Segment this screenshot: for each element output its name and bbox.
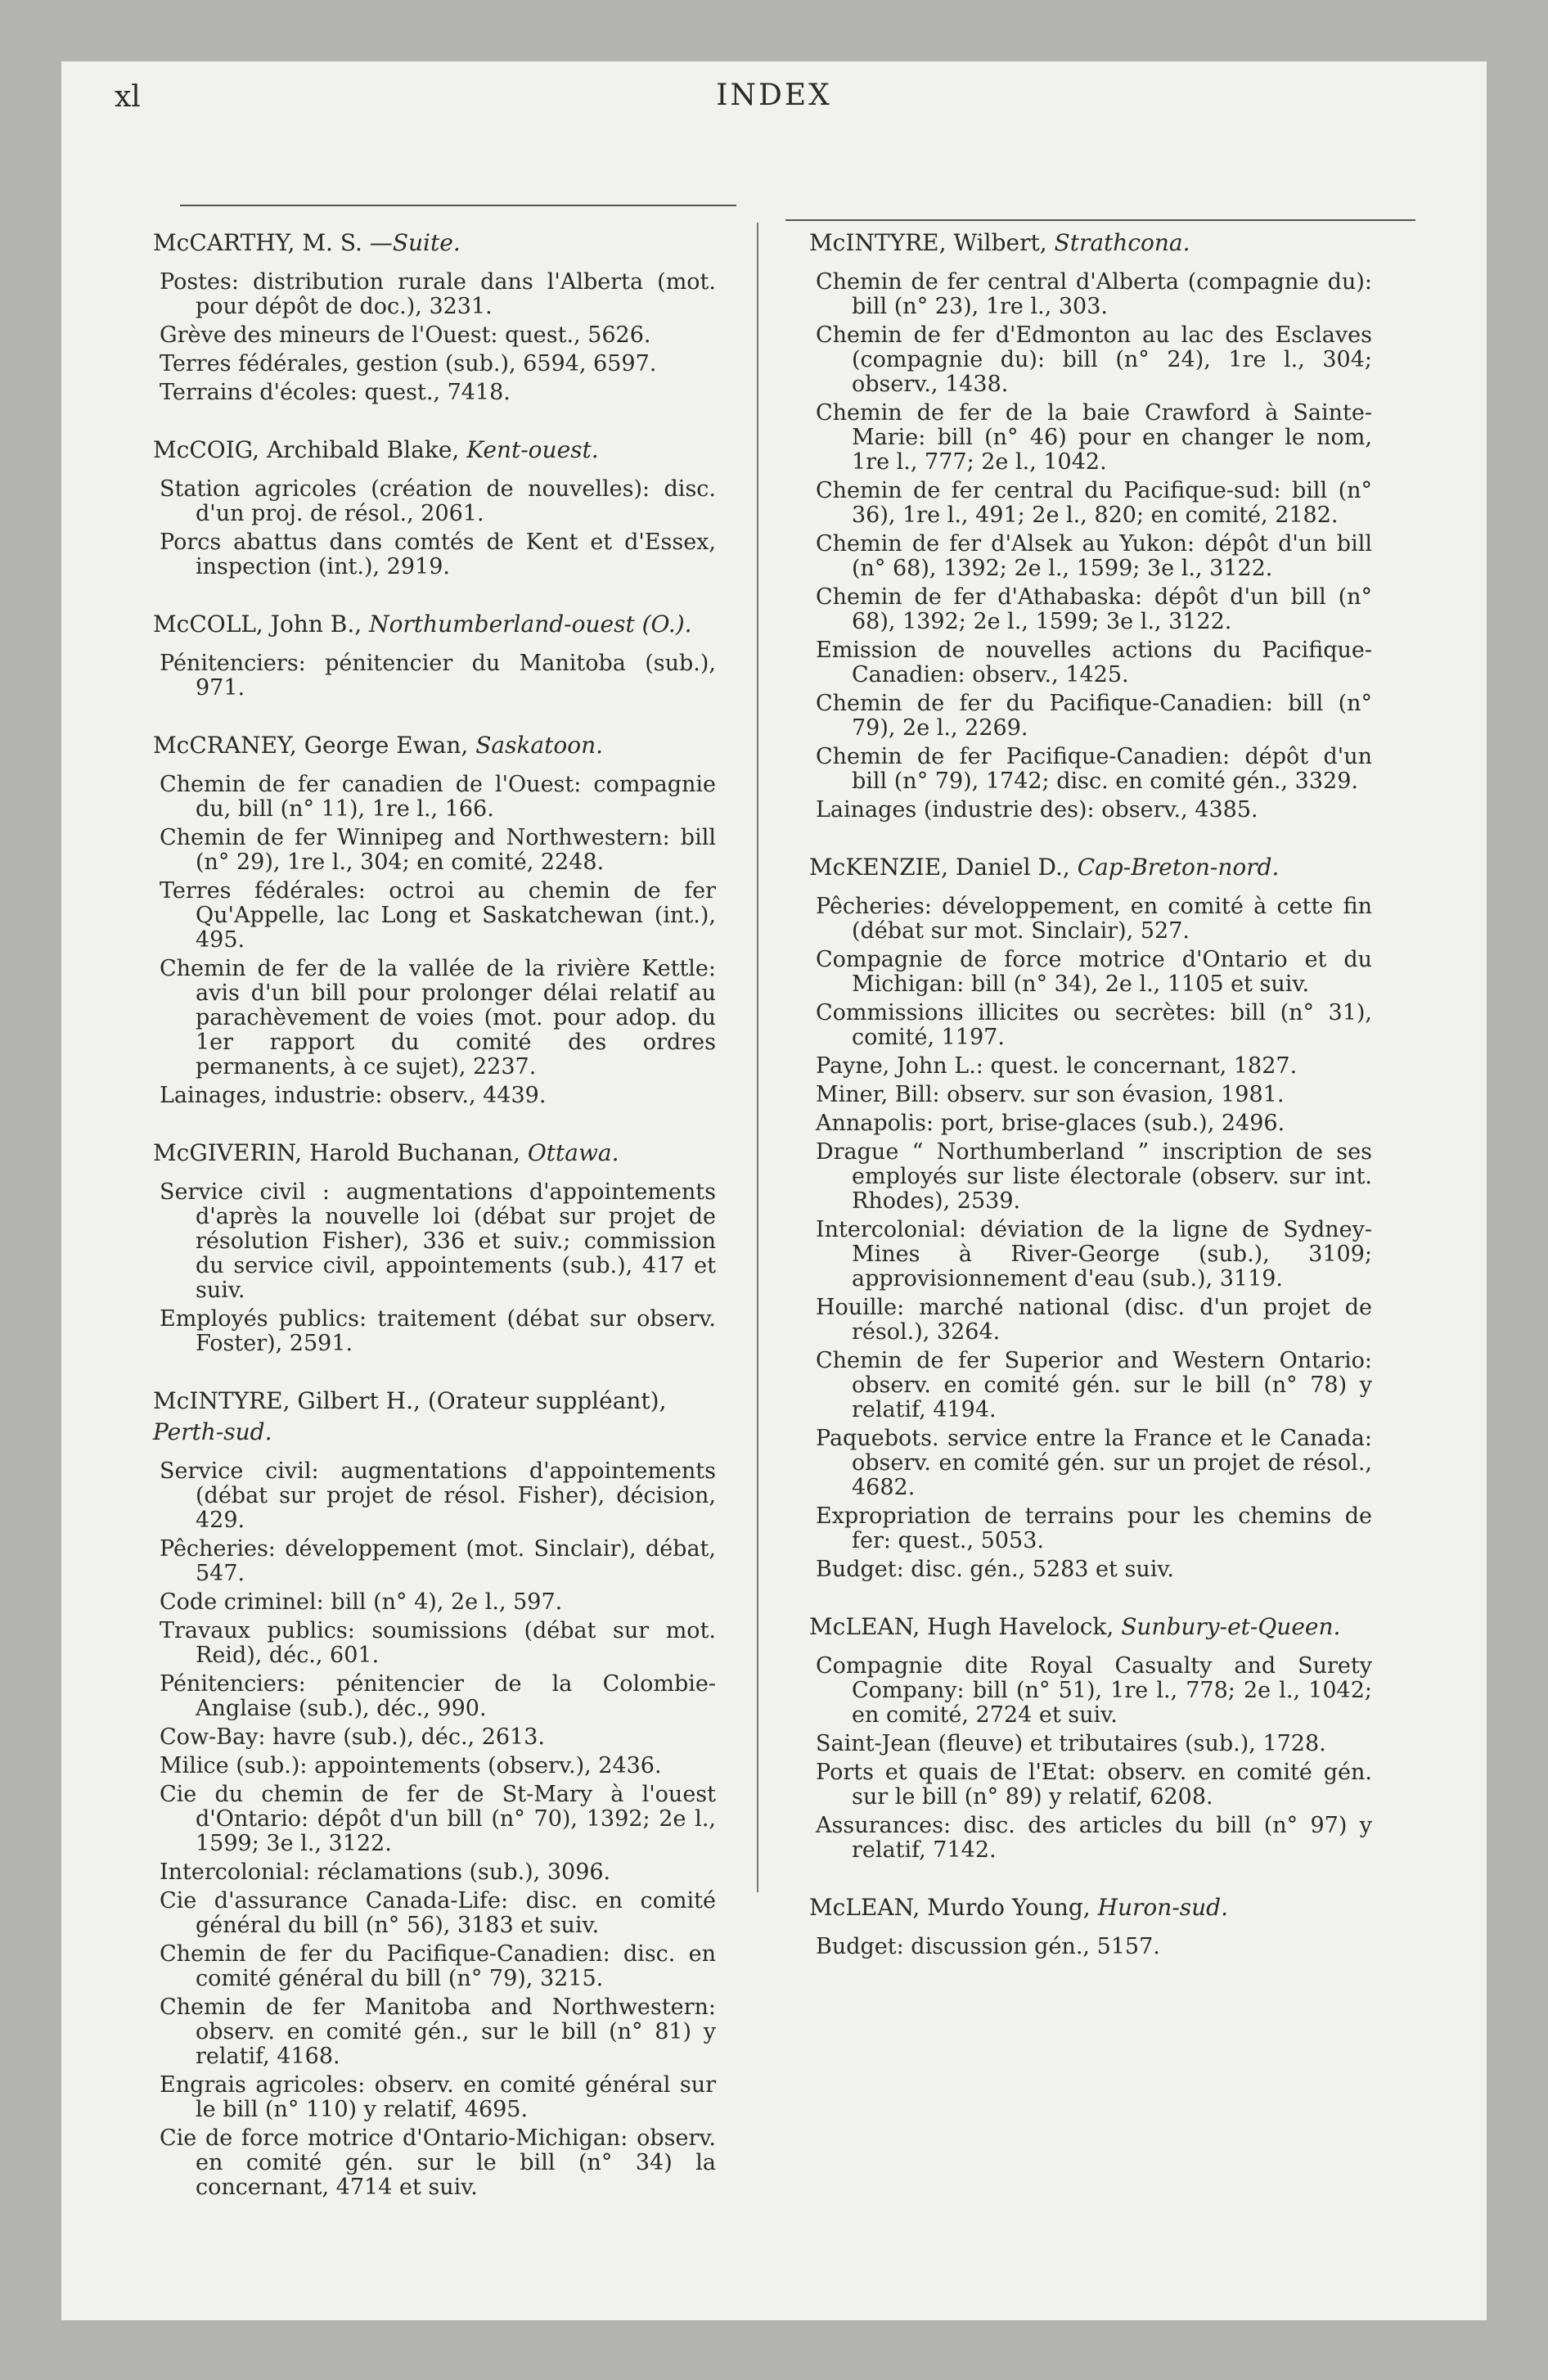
subentry: Ports et quais de l'Etat: observ. en comité gén. sur le bill (n° 89) y relatif, 6208.: [816, 1760, 1372, 1810]
index-entry: [153, 730, 716, 1108]
subentry: Chemin de fer Pacifique-Canadien: dépôt d'un bill (n° 79), 1742; disc. en comité gén., 3329.: [816, 744, 1372, 794]
subentry: Houille: marché national (disc. d'un projet de résol.), 3264.: [816, 1295, 1372, 1345]
subentry: Engrais agricoles: observ. en comité général sur le bill (n° 110) y relatif, 4695.: [160, 2072, 716, 2122]
subentry: Terrains d'écoles: quest., 7418.: [160, 380, 511, 405]
subentry: Chemin de fer de la vallée de la rivière Kettle: avis d'un bill pour prolonger délai relatif au parachèvement de voies (mot. pour adop. du 1er rapport du comité des ordres permanents, à ce sujet), 2237.: [160, 956, 716, 1080]
subentry: Drague “ Northumberland ” inscription de ses employés sur liste électorale (observ. sur int. Rhodes), 2539.: [816, 1139, 1372, 1214]
entry-name: [153, 435, 716, 466]
entry-name: [153, 1138, 716, 1169]
right-column: [809, 228, 1372, 1989]
member-name: McGIVERIN, Harold Buchanan,: [153, 1139, 520, 1166]
subentry: Expropriation de terrains pour les chemins de fer: quest., 5053.: [816, 1503, 1372, 1553]
subentry: Chemin de fer d'Athabaska: dépôt d'un bill (n° 68), 1392; 2e l., 1599; 3e l., 3122.: [816, 584, 1372, 634]
header-rule-left: [180, 205, 736, 206]
entry-name: [153, 609, 716, 640]
header-rule-right: [785, 219, 1415, 221]
subentry: Chemin de fer central du Pacifique-sud: bill (n° 36), 1re l., 491; 2e l., 820; en comité, 2182.: [816, 478, 1372, 528]
subentry: Chemin de fer d'Edmonton au lac des Esclaves (compagnie du): bill (n° 24), 1re l., 304; observ., 1438.: [816, 322, 1372, 397]
member-name: McCARTHY, M. S.: [153, 229, 362, 256]
riding-name: Perth-sud.: [153, 1418, 272, 1445]
member-name: McINTYRE, Gilbert H., (Orateur suppléant),: [153, 1387, 667, 1414]
index-entry: [153, 1138, 716, 1356]
riding-name: Ottawa.: [527, 1139, 619, 1166]
riding-name: Strathcona.: [1054, 229, 1190, 256]
index-entry: [153, 228, 716, 405]
subentry: Commissions illicites ou secrètes: bill (n° 31), comité, 1197.: [816, 1000, 1372, 1050]
subentry: Milice (sub.): appointements (observ.), 2436.: [160, 1753, 662, 1778]
subentry: Cie d'assurance Canada-Life: disc. en comité général du bill (n° 56), 3183 et suiv.: [160, 1888, 716, 1938]
subentry: Chemin de fer du Pacifique-Canadien: disc. en comité général du bill (n° 79), 3215.: [160, 1941, 716, 1991]
riding-name: Saskatoon.: [475, 732, 604, 759]
index-entry: [153, 1386, 716, 2200]
subentry: Compagnie de force motrice d'Ontario et du Michigan: bill (n° 34), 2e l., 1105 et suiv.: [816, 947, 1372, 997]
subentry: Pêcheries: développement (mot. Sinclair), débat, 547.: [160, 1536, 716, 1586]
subentry: Emission de nouvelles actions du Pacifique-Canadien: observ., 1425.: [816, 638, 1372, 687]
subentry: Lainages (industrie des): observ., 4385.: [816, 797, 1258, 823]
subentry: Chemin de fer Superior and Western Ontario: observ. en comité gén. sur le bill (n° 78) y relatif, 4194.: [816, 1348, 1372, 1422]
subentry: Cow-Bay: havre (sub.), déc., 2613.: [160, 1724, 545, 1750]
subentry: Employés publics: traitement (débat sur observ. Foster), 2591.: [160, 1306, 716, 1356]
subentry: Porcs abattus dans comtés de Kent et d'Essex, inspection (int.), 2919.: [160, 530, 716, 579]
member-name: McLEAN, Hugh Havelock,: [809, 1613, 1114, 1640]
riding-name: Huron-sud.: [1097, 1894, 1229, 1921]
subentry: Service civil : augmentations d'appointements d'après la nouvelle loi (débat sur projet de résolution Fisher), 336 et suiv.; commission du service civil, appointements (sub.), 417 et suiv.: [160, 1179, 716, 1303]
subentry: Chemin de fer Manitoba and Northwestern: observ. en comité gén., sur le bill (n° 81) y relatif, 4168.: [160, 1995, 716, 2069]
riding-name: —Suite.: [369, 229, 461, 256]
subentry: Postes: distribution rurale dans l'Alberta (mot. pour dépôt de doc.), 3231.: [160, 269, 716, 319]
riding-name: Cap-Breton-nord.: [1077, 854, 1280, 881]
riding-name: Kent-ouest.: [466, 436, 599, 463]
subentry: Budget: disc. gén., 5283 et suiv.: [816, 1557, 1174, 1582]
subentry: Assurances: disc. des articles du bill (n° 97) y relatif, 7142.: [816, 1813, 1372, 1863]
index-entry: [153, 609, 716, 701]
member-name: McCRANEY, George Ewan,: [153, 732, 469, 759]
subentry: Payne, John L.: quest. le concernant, 1827.: [816, 1053, 1298, 1079]
index-entry: [809, 852, 1372, 1582]
entry-name: [153, 730, 716, 761]
subentry: Service civil: augmentations d'appointements (débat sur projet de résol. Fisher), décision, 429.: [160, 1458, 716, 1533]
index-entry: [153, 435, 716, 579]
subentry: Travaux publics: soumissions (débat sur mot. Reid), déc., 601.: [160, 1618, 716, 1668]
subentry: Chemin de fer d'Alsek au Yukon: dépôt d'un bill (n° 68), 1392; 2e l., 1599; 3e l., 3122.: [816, 531, 1372, 581]
member-name: McLEAN, Murdo Young,: [809, 1894, 1091, 1921]
subentry: Chemin de fer canadien de l'Ouest: compagnie du, bill (n° 11), 1re l., 166.: [160, 772, 716, 822]
subentry: Saint-Jean (fleuve) et tributaires (sub.), 1728.: [816, 1731, 1326, 1756]
subentry: Station agricoles (création de nouvelles): disc. d'un proj. de résol., 2061.: [160, 476, 716, 526]
left-column: [153, 228, 716, 2229]
riding-name: Northumberland-ouest (O.).: [369, 611, 692, 638]
page-title: INDEX: [716, 79, 832, 112]
subentry: Pénitenciers: pénitencier de la Colombie-Anglaise (sub.), déc., 990.: [160, 1671, 716, 1721]
subentry: Annapolis: port, brise-glaces (sub.), 2496.: [816, 1111, 1285, 1136]
member-name: McCOIG, Archibald Blake,: [153, 436, 460, 463]
subentry: Terres fédérales: octroi au chemin de fer Qu'Appelle, lac Long et Saskatchewan (int.), 495.: [160, 878, 716, 953]
subentry: Terres fédérales, gestion (sub.), 6594, 6597.: [160, 351, 657, 376]
subentry: Cie du chemin de fer de St-Mary à l'ouest d'Ontario: dépôt d'un bill (n° 70), 1392; 2e l., 1599; 3e l., 3122.: [160, 1782, 716, 1856]
subentry: Cie de force motrice d'Ontario-Michigan: observ. en comité gén. sur le bill (n° 34) la concernant, 4714 et suiv.: [160, 2125, 716, 2200]
member-name: McKENZIE, Daniel D.,: [809, 854, 1070, 881]
subentry: Chemin de fer Winnipeg and Northwestern: bill (n° 29), 1re l., 304; en comité, 2248.: [160, 825, 716, 875]
subentry: Compagnie dite Royal Casualty and Surety Company: bill (n° 51), 1re l., 778; 2e l., 1042; en comité, 2724 et suiv.: [816, 1653, 1372, 1728]
member-name: McCOLL, John B.,: [153, 611, 362, 638]
subentry: Intercolonial: déviation de la ligne de Sydney-Mines à River-George (sub.), 3109; approvisionnement d'eau (sub.), 3119.: [816, 1217, 1372, 1291]
entry-name: [153, 228, 716, 259]
subentry: Pêcheries: développement, en comité à cette fin (débat sur mot. Sinclair), 527.: [816, 894, 1372, 944]
index-entry: [809, 228, 1372, 823]
subentry: Paquebots. service entre la France et le Canada: observ. en comité gén. sur un projet de résol., 4682.: [816, 1426, 1372, 1500]
page-number: xl: [115, 80, 141, 114]
entry-name: [809, 1611, 1372, 1643]
entry-name: [809, 1892, 1372, 1923]
riding-name: Sunbury-et-Queen.: [1121, 1613, 1341, 1640]
subentry: Chemin de fer central d'Alberta (compagnie du): bill (n° 23), 1re l., 303.: [816, 269, 1372, 319]
entry-name: [809, 228, 1372, 259]
index-entry: [809, 1892, 1372, 1959]
index-entry: [809, 1611, 1372, 1863]
subentry: Lainages, industrie: observ., 4439.: [160, 1083, 547, 1108]
entry-name: [153, 1386, 716, 1448]
subentry: Intercolonial: réclamations (sub.), 3096.: [160, 1859, 611, 1885]
entry-name: [809, 852, 1372, 883]
member-name: McINTYRE, Wilbert,: [809, 229, 1047, 256]
subentry: Chemin de fer du Pacifique-Canadien: bill (n° 79), 2e l., 2269.: [816, 691, 1372, 741]
subentry: Chemin de fer de la baie Crawford à Sainte-Marie: bill (n° 46) pour en changer le nom, 1re l., 777; 2e l., 1042.: [816, 400, 1372, 475]
subentry: Code criminel: bill (n° 4), 2e l., 597.: [160, 1589, 563, 1615]
subentry: Miner, Bill: observ. sur son évasion, 1981.: [816, 1082, 1285, 1107]
column-divider: [757, 223, 758, 1892]
subentry: Budget: discussion gén., 5157.: [816, 1934, 1160, 1959]
subentry: Pénitenciers: pénitencier du Manitoba (sub.), 971.: [160, 651, 716, 701]
subentry: Grève des mineurs de l'Ouest: quest., 5626.: [160, 322, 651, 348]
